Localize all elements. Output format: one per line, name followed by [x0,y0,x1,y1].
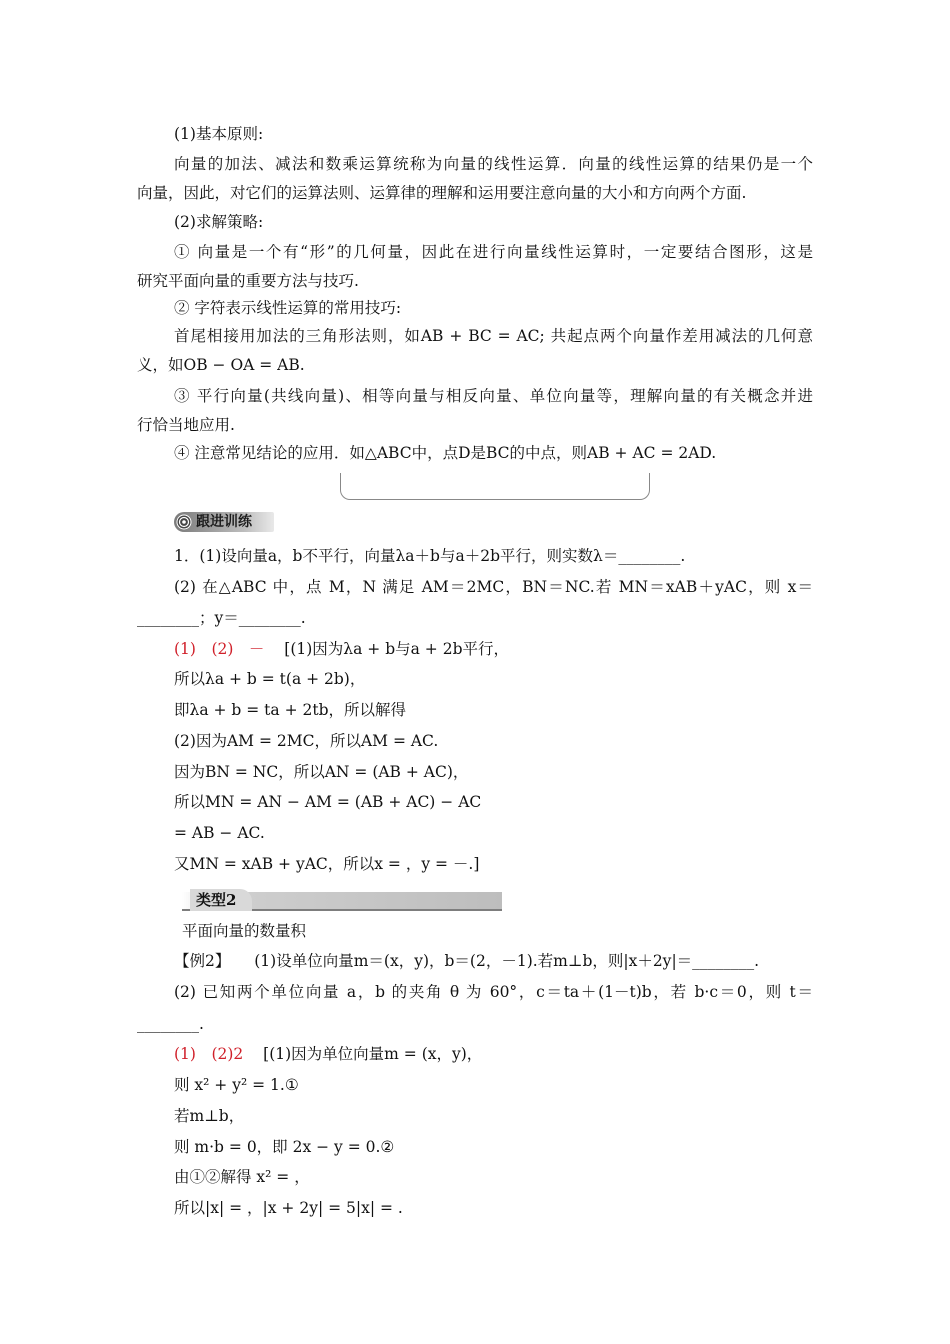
strategy-item1-line1: ① 向量是一个有“形”的几何量，因此在进行向量线性运算时，一定要结合图形，这是 [174,243,813,261]
practice-answer-line6: 所以MN = AN − AM = (AB + AC) − AC [174,793,482,811]
practice-question2-line2: ________；y＝________. [137,609,306,627]
type-label: 类型2 [190,889,252,911]
practice-question2-line1: (2) 在△ABC 中，点 M，N 满足 AM＝2MC，BN＝NC.若 MN＝xAB＋yAC，则 x＝ [174,578,813,596]
example-answer-lead: (1) (2)2 [174,1045,244,1063]
principle-paragraph-line2: 向量，因此，对它们的运算法则、运算律的理解和运用要注意向量的大小和方向两个方面. [137,184,747,202]
principle-paragraph-line1: 向量的加法、减法和数乘运算统称为向量的线性运算．向量的线性运算的结果仍是一个 [174,155,813,173]
type-title: 平面向量的数量积 [182,922,307,940]
practice-answer-first-line [174,639,509,659]
practice-answer-line1: [(1)因为λa + b与a + 2b平行， [284,640,509,658]
practice-answer-line4: (2)因为AM = 2MC，所以AM = AC. [174,732,439,750]
practice-answer-lead: (1) (2) － [174,640,265,658]
example-answer-first-line [174,1044,482,1064]
example-part2-line1: (2) 已知两个单位向量 a，b 的夹角 θ 为 60°，c＝ta＋(1－t)b，若 b·c＝0，则 t＝ [174,983,813,1001]
summary-box-bracket [340,473,650,500]
strategy-heading: (2)求解策略: [174,213,264,231]
target-icon [176,514,192,530]
example-part1: (1)设单位向量m＝(x，y)，b＝(2，－1).若m⊥b，则|x＋2y|＝________. [254,952,760,970]
practice-answer-line5: 因为BN = NC，所以AN = (AB + AC)， [174,763,469,781]
practice-badge-label: 跟进训练 [196,514,252,530]
example-label: 【例2】 [174,952,231,970]
strategy-item2-line1: 首尾相接用加法的三角形法则，如AB + BC = AC; 共起点两个向量作差用减法的几何意 [174,327,813,345]
practice-answer-line2: 所以λa + b = t(a + 2b)， [174,670,366,688]
example-answer-line1: [(1)因为单位向量m = (x，y)， [263,1045,483,1063]
example-answer-line5: 由①②解得 x² = ， [174,1168,310,1186]
practice-answer-line3: 即λa + b = ta + 2tb，所以解得 [174,701,406,719]
example-answer-line2: 则 x² + y² = 1.① [174,1076,299,1094]
strategy-item3-line2: 行恰当地应用. [137,416,235,434]
strategy-item4: ④ 注意常见结论的应用．如△ABC中，点D是BC的中点，则AB + AC = 2AD. [174,444,717,462]
strategy-item2: ② 字符表示线性运算的常用技巧: [174,299,402,317]
example-answer-line6: 所以|x| = ，|x + 2y| = 5|x| = . [174,1199,403,1217]
strategy-item3-line1: ③ 平行向量(共线向量)、相等向量与相反向量、单位向量等，理解向量的有关概念并进 [174,387,813,405]
example-part2-line2: ________. [137,1015,204,1033]
example-answer-line4: 则 m·b = 0，即 2x − y = 0.② [174,1138,395,1156]
strategy-item1-line2: 研究平面向量的重要方法与技巧. [137,272,359,290]
practice-answer-line7: = AB − AC. [174,824,265,842]
example-line1 [174,951,759,971]
practice-question1: 1．(1)设向量a，b不平行，向量λa＋b与a＋2b平行，则实数λ＝________. [174,547,686,565]
practice-answer-line8: 又MN = xAB + yAC，所以x = ，y = －.] [174,855,480,873]
example-answer-line3: 若m⊥b， [174,1107,245,1125]
strategy-item2-line2: 义，如OB − OA = AB. [137,356,305,374]
principle-heading: (1)基本原则: [174,125,264,143]
